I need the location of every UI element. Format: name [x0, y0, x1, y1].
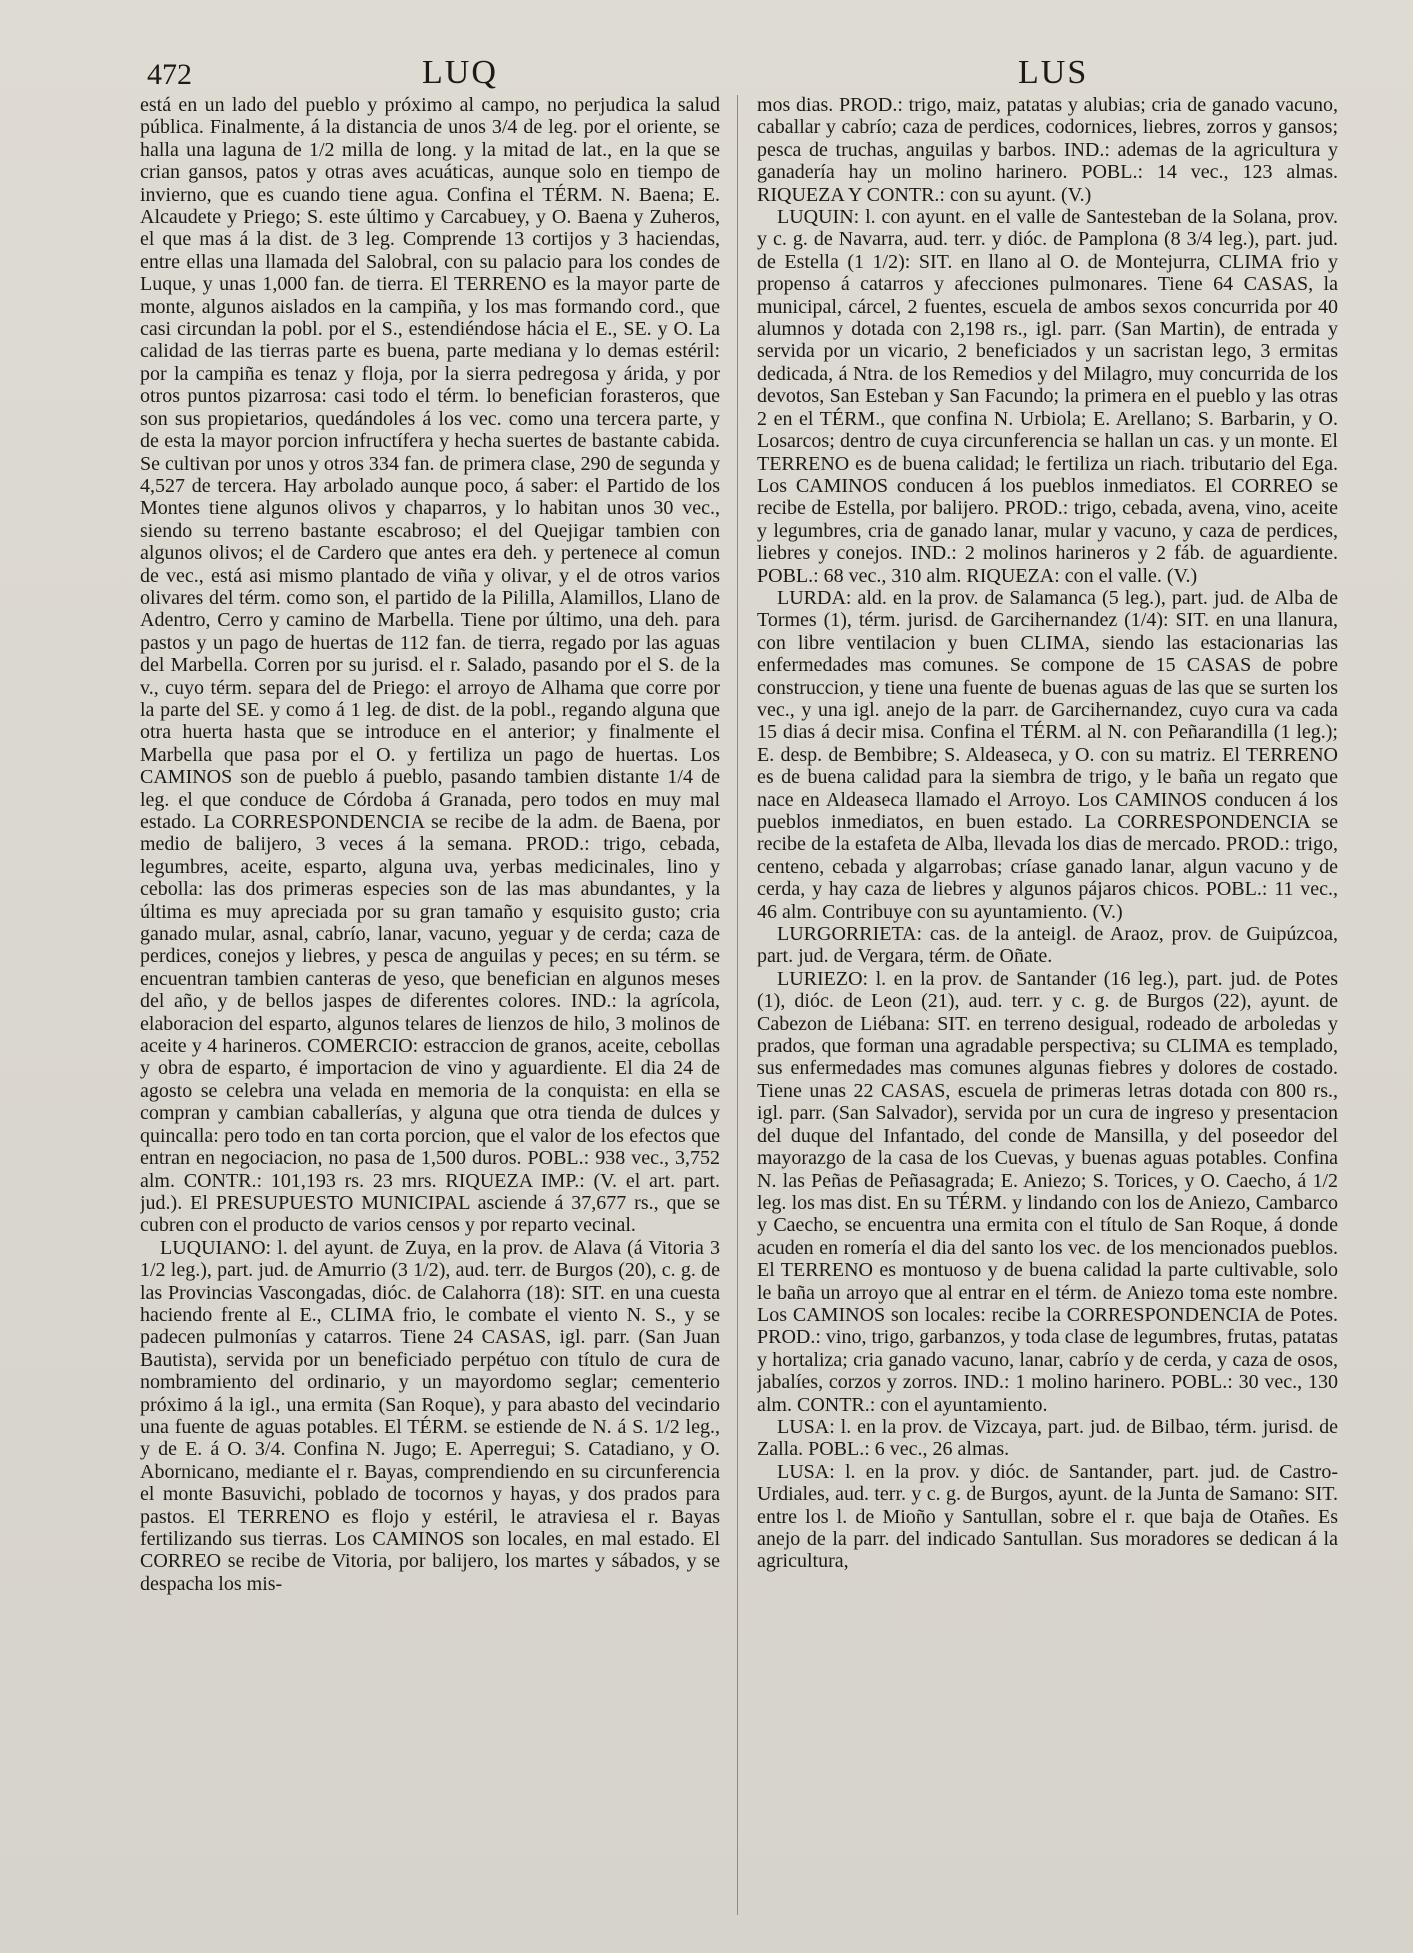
- entry-text: : ald. en la prov. de Salamanca (5 leg.), part. jud. de Alba de Tormes (1), térm. jurisd. de Garcihernandez (1/4): SIT. en una llanura, con libre ventilacion y buen CLIMA, siendo las estacionarias las enfermedades mas comunes. Se compone de 15 CASAS de pobre construccion, y tiene una fuente de buenas aguas de las que se surten los vec., y una igl. anejo de la parr. de Garcihernandez, cuyo cura va cada 15 dias á decir misa. Confina el TÉRM. al N. con Peñarandilla (1 leg.); E. desp. de Bembibre; S. Aldeaseca, y O. con su matriz. El TERRENO es de buena calidad para la siembra de trigo, y le baña un regato que nace en Aldeaseca llamado el Arroyo. Los CAMINOS conducen á los pueblos inmediatos, en buen estado. La CORRESPONDENCIA se recibe de la estafeta de Alba, llevada los dias de mercado. PROD.: trigo, centeno, cebada y algarrobas; críase ganado lanar, algun vacuno y de cerda, y hay caza de liebres y algunos pájaros chicos. POBL.: 11 vec., 46 alm. Contribuye con su ayuntamiento. (V.): [757, 586, 1338, 923]
- right-column: [757, 94, 1338, 1924]
- right-running-head: LUS: [1018, 54, 1089, 91]
- entry-text: : l. en la prov. de Vizcaya, part. jud. de Bilbao, térm. jurisd. de Zalla. POBL.: 6 vec., 26 almas.: [757, 1415, 1338, 1461]
- left-column: [140, 94, 720, 1924]
- entry-text: : l. con ayunt. en el valle de Santesteban de la Solana, prov. y c. g. de Navarra, aud. terr. y dióc. de Pamplona (8 3/4 leg.), part. jud. de Estella (1 1/2): SIT. en llano al O. de Montejurra, CLIMA frio y propenso á catarros y afecciones pulmonares. Tiene 64 CASAS, la municipal, cárcel, 2 fuentes, escuela de ambos sexos concurrida por 40 alumnos y dotada con 2,198 rs., igl. parr. (San Martin), de entrada y servida por un vicario, 2 beneficiados y un sacristan lego, 3 ermitas dedicada, á Ntra. de los Remedios y del Milagro, muy concurrida de los devotos, San Esteban y San Facundo; la primera en el pueblo y las otras 2 en el TÉRM., que confina N. Urbiola; E. Arellano; S. Barbarin, y O. Losarcos; dentro de cuya circunferencia se hallan un cas. y un monte. El TERRENO es de buena calidad; le fertiliza un riach. tributario del Ega. Los CAMINOS conducen á los pueblos inmediatos. El CORREO se recibe de Estella, por balijero. PROD.: trigo, cebada, avena, vino, aceite y legumbres, cria de ganado lanar, mular y vacuno, y caza de perdices, liebres y conejos. IND.: 2 molinos harineros y 2 fáb. de aguardiente. POBL.: 68 vec., 310 alm. RIQUEZA: con el valle. (V.): [757, 206, 1338, 587]
- entry-lurgorrieta: [757, 923, 1338, 968]
- entry-continuation: [757, 94, 1338, 206]
- entry-text: : cas. de la anteigl. de Araoz, prov. de Guipúzcoa, part. jud. de Vergara, térm. de Oñate.: [757, 923, 1338, 968]
- entry-headword: LUQUIANO: [160, 1236, 266, 1259]
- entry-headword: LUSA: [777, 1460, 830, 1483]
- page-number: 472: [147, 58, 192, 91]
- entry-text: : l. en la prov. de Santander (16 leg.), part. jud. de Potes (1), dióc. de Leon (21), aud. terr. y c. g. de Burgos (22), ayunt. de Cabezon de Liébana: SIT. en terreno desigual, rodeado de arboledas y prados, que forman una agradable perspectiva; su CLIMA es templado, sus enfermedades mas comunes algunas fiebres y dolores de costado. Tiene unas 22 CASAS, escuela de primeras letras dotada con 800 rs., igl. parr. (San Salvador), servida por un cura de ingreso y presentacion del duque del Infantado, del conde de Mansilla, y del poseedor del mayorazgo de la casa de los Cuevas, y buenas aguas potables. Confina N. las Peñas de Peñasagrada; E. Aniezo; S. Torices, y O. Caecho, á 1/2 leg. los mas dist. En su TÉRM. y lindando con los de Aniezo, Cambarco y Caecho, se encuentra una ermita con el título de San Roque, á donde acuden en romería el dia del santo los vec. de los mencionados pueblos. El TERRENO es montuoso y de buena calidad la parte cultivable, solo le baña un arroyo que al entrar en el térm. de Aniezo toma este nombre. Los CAMINOS son locales: recibe la CORRESPONDENCIA de Potes. PROD.: vino, trigo, garbanzos, y toda clase de legumbres, frutas, patatas y hortaliza; cria ganado vacuno, lanar, cabrío y de cerda, y caza de osos, jabalíes, corzos y zorros. IND.: 1 molino harinero. POBL.: 30 vec., 130 alm. CONTR.: con el ayuntamiento.: [757, 967, 1338, 1416]
- entry-headword: LUQUIN: [777, 206, 854, 229]
- entry-lurda: [757, 587, 1338, 923]
- entry-lusa-santander: [757, 1461, 1338, 1573]
- column-divider: [737, 95, 738, 1915]
- page-header: [0, 52, 1413, 96]
- entry-luquiano: [140, 1237, 720, 1596]
- entry-headword: LURGORRIETA: [777, 923, 917, 946]
- entry-headword: LURIEZO: [777, 967, 863, 990]
- left-running-head: LUQ: [422, 54, 498, 91]
- entry-headword: LUSA: [777, 1415, 830, 1438]
- entry-lusa-vizcaya: [757, 1416, 1338, 1461]
- entry-text: está en un lado del pueblo y próximo al campo, no perjudica la salud pública. Finalmente, á la distancia de unos 3/4 de leg. por el oriente, se halla una laguna de 1/2 milla de long. y la mitad de lat., en la que se crian gansos, patos y otras aves acuáticas, aunque solo en tiempo de invierno, que es cuando tiene agua. Confina el TÉRM. N. Baena; E. Alcaudete y Priego; S. este último y Carcabuey, y O. Baena y Zuheros, el que mas á la dist. de 3 leg. Comprende 13 cortijos y 3 haciendas, entre ellas una llamada del Salobral, con su palacio para los condes de Luque, y unas 1,000 fan. de tierra. El TERRENO es la mayor parte de monte, algunos aislados en la campiña, y los mas formando cord., que casi circundan la pobl. por el S., estendiéndose hácia el E., SE. y O. La calidad de las tierras parte es buena, parte mediana y lo demas estéril: por la campiña es tenaz y floja, por la sierra pedregosa y árida, y por otros puntos pizarrosa: casi todo el térm. lo benefician forasteros, que son sus propietarios, quedándoles á los vec. como una tercera parte, y de esta la mayor porcion infructífera y hecha suertes de bastante cabida. Se cultivan por unos y otros 334 fan. de primera clase, 290 de segunda y 4,527 de tercera. Hay arbolado aunque poco, á saber: el Partido de los Montes tiene algunos olivos y chaparros, y lo habitan unos 30 vec., siendo su terreno bastante escabroso; el del Quejigar tambien con algunos olivos; el de Cardero que antes era deh. y pertenece al comun de vec., está asi mismo plantado de viña y olivar, y el de otros varios olivares del térm. como son, el partido de la Pililla, Alamillos, Llano de Adentro, Cerro y camino de Marbella. Tiene por último, una deh. para pastos y un pago de huertas de 112 fan. de tierra, regado por las aguas del Marbella. Corren por su jurisd. el r. Salado, pasando por el S. de la v., cuyo térm. separa del de Priego: el arroyo de Alhama que corre por la parte del SE. y como á 1 leg. de dist. de la pobl., regando alguna que otra huerta hasta que se introduce en el anterior; y finalmente el Marbella que pasa por el O. y fertiliza un pago de huertas. Los CAMINOS son de pueblo á pueblo, pasando tambien distante 1/4 de leg. el que conduce de Córdoba á Granada, pero todos en muy mal estado. La CORRESPONDENCIA se recibe de la adm. de Baena, por medio de balijero, 3 veces á la semana. PROD.: trigo, cebada, legumbres, aceite, esparto, alguna uva, yerbas medicinales, lino y cebolla: las dos primeras especies son de las mas abundantes, y la última es muy apreciada por su gran tamaño y esquisito gusto; cria ganado mular, asnal, cabrío, lanar, vacuno, yeguar y de cerda; caza de perdices, conejos y liebres, y pesca de anguilas y peces; en su térm. se encuentran tambien canteras de yeso, que benefician en algunos meses del año, y de bellos jaspes de diferentes colores. IND.: la agrícola, elaboracion del esparto, algunos telares de lienzos de hilo, 3 molinos de aceite y 4 harineros. COMERCIO: estraccion de granos, aceite, cebollas y obra de esparto, é importacion de vino y aguardiente. El dia 24 de agosto se celebra una velada en memoria de la conquista: en ella se compran y cambian caballerías, y alguna que otra tienda de dulces y quincalla: pero todo en tan corta porcion, que el valor de los efectos que entran en negociacion, no pasa de 1,500 duros. POBL.: 938 vec., 3,752 alm. CONTR.: 101,193 rs. 23 mrs. RIQUEZA IMP.: (V. el art. part. jud.). El PRESUPUESTO MUNICIPAL asciende á 37,677 rs., que se cubren con el producto de varios censos y por reparto vecinal.: [140, 94, 720, 1237]
- entry-text: : l. en la prov. y dióc. de Santander, part. jud. de Castro-Urdiales, aud. terr. y c. g. de Burgos, ayunt. de la Junta de Samano: SIT. entre los l. de Mioño y Santullan, sobre el r. que baja de Otañes. Es anejo de la parr. del indicado Santullan. Sus moradores se dedican á la agricultura,: [757, 1460, 1338, 1573]
- entry-luriezo: [757, 968, 1338, 1416]
- entry-luquin: [757, 206, 1338, 587]
- entry-text: : l. del ayunt. de Zuya, en la prov. de Alava (á Vitoria 3 1/2 leg.), part. jud. de Amurrio (3 1/2), aud. terr. de Burgos (20), c. g. de las Provincias Vascongadas, dióc. de Calahorra (18): SIT. en una cuesta haciendo frente al E., CLIMA frio, le combate el viento N. S., y se padecen pulmonías y catarros. Tiene 24 CASAS, igl. parr. (San Juan Bautista), servida por un beneficiado perpétuo con título de cura de nombramiento del ordinario, y un mayordomo seglar; cementerio próximo á la igl., una ermita (San Roque), y para abasto del vecindario una fuente de aguas potables. El TÉRM. se estiende de N. á S. 1/2 leg., y de E. á O. 3/4. Confina N. Jugo; E. Aperregui; S. Catadiano, y O. Abornicano, mediante el r. Bayas, comprendiendo en su circunferencia el monte Basuvichi, poblado de tocornos y hayas, y dos prados para pastos. El TERRENO es flojo y estéril, le atraviesa el r. Bayas fertilizando sus tierras. Los CAMINOS son locales, en mal estado. El CORREO se recibe de Vitoria, por balijero, los martes y sábados, y se despacha los mis-: [140, 1236, 720, 1595]
- entry-continuation: [140, 94, 720, 1237]
- entry-text: mos dias. PROD.: trigo, maiz, patatas y alubias; cria de ganado vacuno, caballar y cabrío; caza de perdices, codornices, liebres, zorros y gansos; pesca de truchas, anguilas y barbos. IND.: ademas de la agricultura y ganadería hay un molino harinero. POBL.: 14 vec., 123 almas. RIQUEZA Y CONTR.: con su ayunt. (V.): [757, 94, 1338, 206]
- entry-headword: LURDA: [777, 586, 846, 609]
